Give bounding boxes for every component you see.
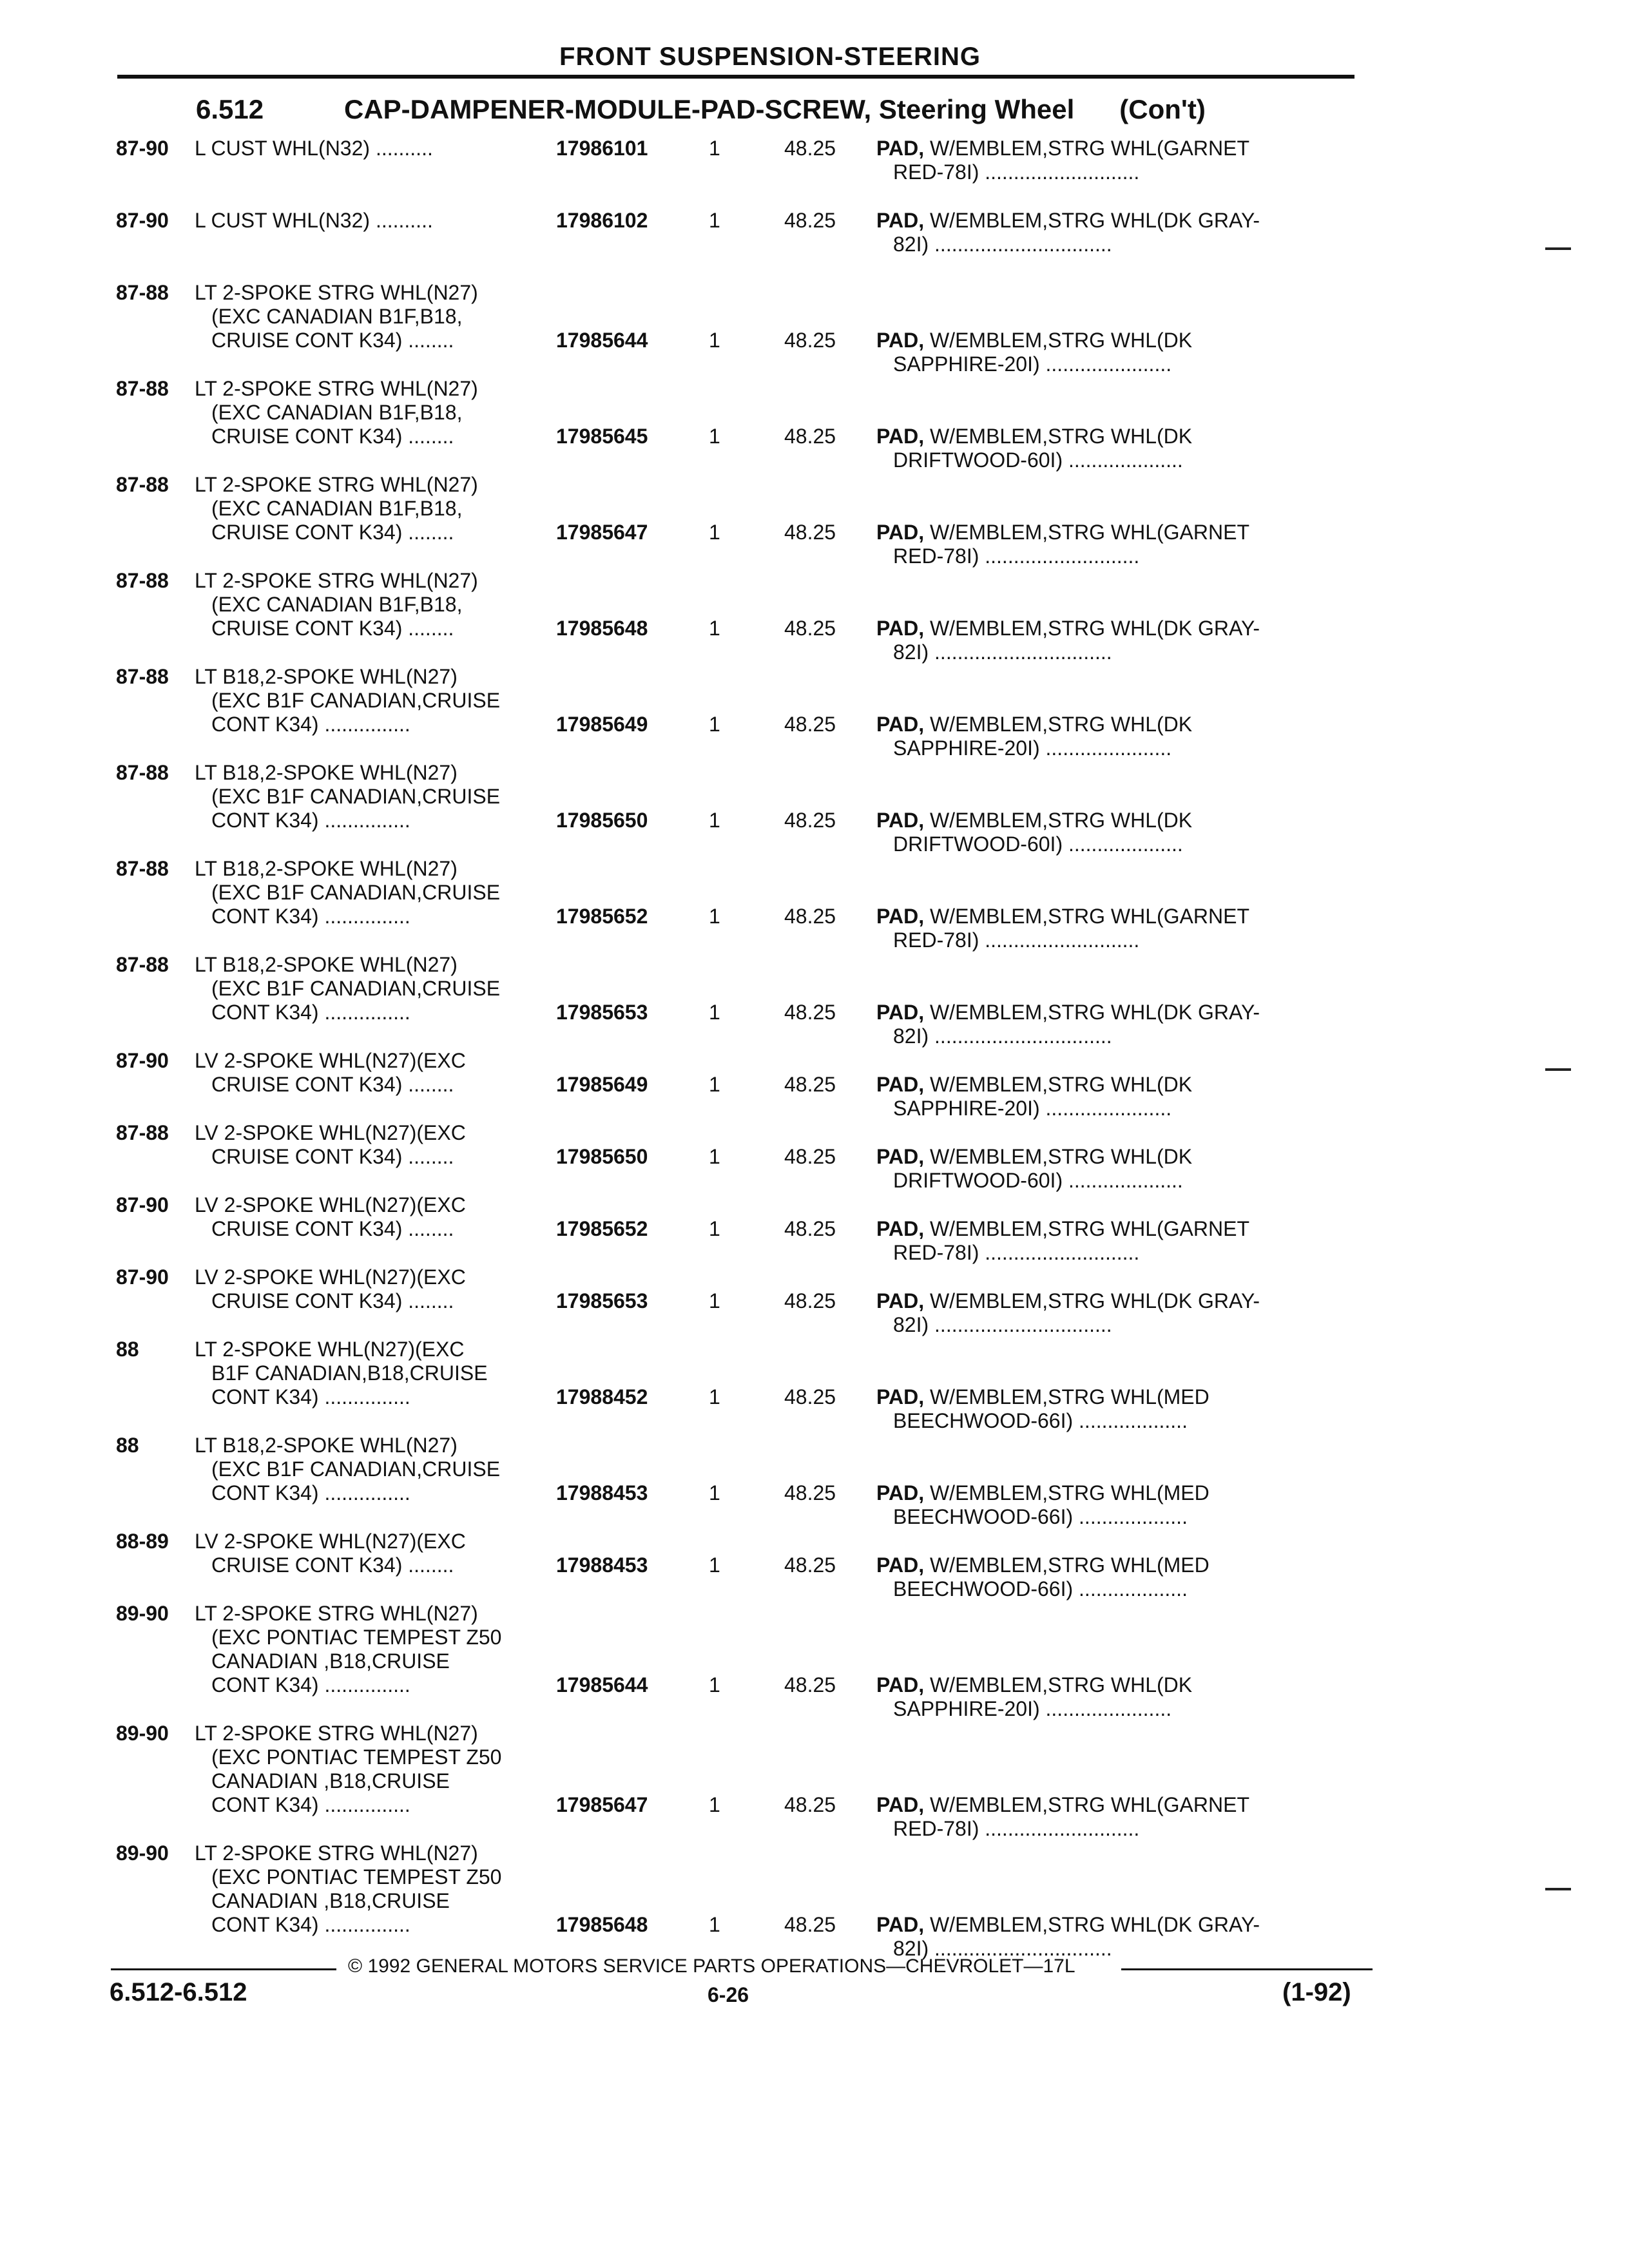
model-years: 88-89 bbox=[116, 1530, 169, 1553]
usage-line: LV 2-SPOKE WHL(N27)(EXC bbox=[195, 1193, 466, 1216]
part-description bbox=[876, 1793, 1347, 1841]
part-description bbox=[876, 209, 1347, 256]
part-description bbox=[876, 521, 1347, 568]
price: 48.25 bbox=[784, 425, 836, 448]
price: 48.25 bbox=[784, 1001, 836, 1024]
price: 48.25 bbox=[784, 137, 836, 160]
model-years: 87-88 bbox=[116, 473, 169, 496]
usage-line: CONT K34) ............... bbox=[211, 809, 410, 832]
part-color: 82I) ............................... bbox=[893, 1313, 1112, 1336]
model-years: 89-90 bbox=[116, 1841, 169, 1865]
part-color: BEECHWOOD-66I) ................... bbox=[893, 1505, 1188, 1528]
parts-row bbox=[116, 1338, 1353, 1432]
part-number: 17985648 bbox=[556, 1913, 648, 1936]
part-number: 17985644 bbox=[556, 329, 648, 352]
model-years: 87-90 bbox=[116, 209, 169, 232]
model-years: 88 bbox=[116, 1434, 139, 1457]
model-years: 89-90 bbox=[116, 1722, 169, 1745]
parts-row bbox=[116, 1530, 1353, 1600]
part-description bbox=[876, 329, 1347, 376]
quantity: 1 bbox=[709, 329, 720, 352]
parts-row bbox=[116, 1434, 1353, 1528]
parts-row bbox=[116, 953, 1353, 1048]
part-color: SAPPHIRE-20I) ...................... bbox=[893, 1697, 1172, 1720]
price: 48.25 bbox=[784, 1553, 836, 1577]
quantity: 1 bbox=[709, 137, 720, 160]
part-number: 17985650 bbox=[556, 1145, 648, 1168]
price: 48.25 bbox=[784, 1913, 836, 1936]
part-name: PAD, W/EMBLEM,STRG WHL(MED bbox=[876, 1481, 1210, 1504]
quantity: 1 bbox=[709, 521, 720, 544]
footer-revision-date: (1-92) bbox=[1282, 1978, 1351, 2006]
price: 48.25 bbox=[784, 521, 836, 544]
part-color: RED-78I) ........................... bbox=[893, 1817, 1140, 1840]
part-name: PAD, W/EMBLEM,STRG WHL(DK GRAY- bbox=[876, 1289, 1260, 1312]
margin-mark bbox=[1545, 1068, 1571, 1071]
model-years: 87-90 bbox=[116, 1049, 169, 1072]
part-description bbox=[876, 137, 1347, 184]
footer-section-range: 6.512-6.512 bbox=[110, 1978, 247, 2006]
part-name: PAD, W/EMBLEM,STRG WHL(DK GRAY- bbox=[876, 1001, 1260, 1024]
parts-row bbox=[116, 569, 1353, 664]
footer-copyright: © 1992 GENERAL MOTORS SERVICE PARTS OPERATIONS—CHEVROLET—17L bbox=[348, 1956, 1075, 1977]
model-years: 88 bbox=[116, 1338, 139, 1361]
model-years: 87-90 bbox=[116, 1193, 169, 1216]
usage-line: CRUISE CONT K34) ........ bbox=[211, 521, 454, 544]
part-description bbox=[876, 1073, 1347, 1120]
parts-row bbox=[116, 665, 1353, 760]
part-number: 17985653 bbox=[556, 1001, 648, 1024]
quantity: 1 bbox=[709, 1289, 720, 1312]
part-name: PAD, W/EMBLEM,STRG WHL(GARNET bbox=[876, 905, 1249, 928]
quantity: 1 bbox=[709, 209, 720, 232]
usage-line: LT B18,2-SPOKE WHL(N27) bbox=[195, 665, 458, 688]
usage-line: LT 2-SPOKE WHL(N27)(EXC bbox=[195, 1338, 465, 1361]
usage-line: CANADIAN ,B18,CRUISE bbox=[211, 1649, 450, 1673]
price: 48.25 bbox=[784, 1673, 836, 1696]
footer-page-number: 6-26 bbox=[708, 1983, 749, 2006]
usage-line: (EXC B1F CANADIAN,CRUISE bbox=[211, 689, 501, 712]
part-description bbox=[876, 809, 1347, 856]
quantity: 1 bbox=[709, 809, 720, 832]
part-number: 17985645 bbox=[556, 425, 648, 448]
usage-line: CRUISE CONT K34) ........ bbox=[211, 617, 454, 640]
usage-line: (EXC PONTIAC TEMPEST Z50 bbox=[211, 1626, 502, 1649]
model-years: 89-90 bbox=[116, 1602, 169, 1625]
usage-line: (EXC CANADIAN B1F,B18, bbox=[211, 497, 463, 520]
usage-line: CONT K34) ............... bbox=[211, 1793, 410, 1816]
margin-mark bbox=[1545, 1888, 1571, 1890]
usage-line: (EXC B1F CANADIAN,CRUISE bbox=[211, 881, 501, 904]
usage-line: LT 2-SPOKE STRG WHL(N27) bbox=[195, 377, 478, 400]
parts-row bbox=[116, 281, 1353, 376]
model-years: 87-88 bbox=[116, 569, 169, 592]
price: 48.25 bbox=[784, 809, 836, 832]
part-description bbox=[876, 425, 1347, 472]
part-description bbox=[876, 1913, 1347, 1961]
title-rule bbox=[117, 75, 1354, 79]
usage-line: LT 2-SPOKE STRG WHL(N27) bbox=[195, 1602, 478, 1625]
part-name: PAD, W/EMBLEM,STRG WHL(DK bbox=[876, 1673, 1193, 1696]
part-name: PAD, W/EMBLEM,STRG WHL(DK bbox=[876, 1145, 1193, 1168]
usage-line: CONT K34) ............... bbox=[211, 905, 410, 928]
parts-row bbox=[116, 1049, 1353, 1120]
part-description bbox=[876, 1385, 1347, 1433]
part-number: 17985650 bbox=[556, 809, 648, 832]
price: 48.25 bbox=[784, 1385, 836, 1408]
usage-line: CRUISE CONT K34) ........ bbox=[211, 329, 454, 352]
price: 48.25 bbox=[784, 713, 836, 736]
usage-line: CRUISE CONT K34) ........ bbox=[211, 1217, 454, 1240]
part-description bbox=[876, 1217, 1347, 1265]
usage-line: LV 2-SPOKE WHL(N27)(EXC bbox=[195, 1049, 466, 1072]
usage-line: LT 2-SPOKE STRG WHL(N27) bbox=[195, 1841, 478, 1865]
quantity: 1 bbox=[709, 713, 720, 736]
usage-line: LT 2-SPOKE STRG WHL(N27) bbox=[195, 569, 478, 592]
price: 48.25 bbox=[784, 617, 836, 640]
usage-line: CANADIAN ,B18,CRUISE bbox=[211, 1889, 450, 1912]
usage-line: CRUISE CONT K34) ........ bbox=[211, 425, 454, 448]
part-number: 17985647 bbox=[556, 521, 648, 544]
part-name: PAD, W/EMBLEM,STRG WHL(DK GRAY- bbox=[876, 209, 1260, 232]
part-color: 82I) ............................... bbox=[893, 1024, 1112, 1048]
part-name: PAD, W/EMBLEM,STRG WHL(DK GRAY- bbox=[876, 617, 1260, 640]
quantity: 1 bbox=[709, 1073, 720, 1096]
price: 48.25 bbox=[784, 1217, 836, 1240]
model-years: 87-88 bbox=[116, 857, 169, 880]
usage-line: LT 2-SPOKE STRG WHL(N27) bbox=[195, 281, 478, 304]
part-name: PAD, W/EMBLEM,STRG WHL(MED bbox=[876, 1385, 1210, 1408]
price: 48.25 bbox=[784, 1481, 836, 1504]
usage-line: CONT K34) ............... bbox=[211, 1001, 410, 1024]
usage-line: CONT K34) ............... bbox=[211, 1913, 410, 1936]
part-color: BEECHWOOD-66I) ................... bbox=[893, 1409, 1188, 1432]
part-name: PAD, W/EMBLEM,STRG WHL(DK bbox=[876, 1073, 1193, 1096]
part-color: RED-78I) ........................... bbox=[893, 928, 1140, 952]
parts-row bbox=[116, 1265, 1353, 1336]
part-name: PAD, W/EMBLEM,STRG WHL(DK bbox=[876, 329, 1193, 352]
price: 48.25 bbox=[784, 1289, 836, 1312]
model-years: 87-88 bbox=[116, 281, 169, 304]
usage-line: CRUISE CONT K34) ........ bbox=[211, 1289, 454, 1312]
model-years: 87-88 bbox=[116, 953, 169, 976]
model-years: 87-88 bbox=[116, 1121, 169, 1144]
part-number: 17985648 bbox=[556, 617, 648, 640]
part-number: 17988453 bbox=[556, 1553, 648, 1577]
part-description bbox=[876, 1001, 1347, 1048]
part-color: DRIFTWOOD-60I) .................... bbox=[893, 832, 1183, 856]
usage-line: LT B18,2-SPOKE WHL(N27) bbox=[195, 953, 458, 976]
quantity: 1 bbox=[709, 1481, 720, 1504]
part-number: 17985652 bbox=[556, 1217, 648, 1240]
parts-row bbox=[116, 1841, 1353, 1960]
part-name: PAD, W/EMBLEM,STRG WHL(DK bbox=[876, 713, 1193, 736]
part-number: 17985649 bbox=[556, 713, 648, 736]
usage-line: (EXC B1F CANADIAN,CRUISE bbox=[211, 977, 501, 1000]
part-color: RED-78I) ........................... bbox=[893, 544, 1140, 568]
part-name: PAD, W/EMBLEM,STRG WHL(MED bbox=[876, 1553, 1210, 1577]
section-title: CAP-DAMPENER-MODULE-PAD-SCREW, Steering Wheel bbox=[344, 94, 1075, 124]
usage-line: CONT K34) ............... bbox=[211, 713, 410, 736]
part-color: SAPPHIRE-20I) ...................... bbox=[893, 736, 1172, 760]
part-description bbox=[876, 1673, 1347, 1721]
usage-line: (EXC CANADIAN B1F,B18, bbox=[211, 305, 463, 328]
quantity: 1 bbox=[709, 1793, 720, 1816]
part-description bbox=[876, 1289, 1347, 1337]
usage-line: CONT K34) ............... bbox=[211, 1481, 410, 1504]
part-name: PAD, W/EMBLEM,STRG WHL(GARNET bbox=[876, 521, 1249, 544]
parts-row bbox=[116, 1602, 1353, 1720]
parts-row bbox=[116, 1193, 1353, 1264]
quantity: 1 bbox=[709, 1553, 720, 1577]
model-years: 87-88 bbox=[116, 761, 169, 784]
usage-line: LT 2-SPOKE STRG WHL(N27) bbox=[195, 473, 478, 496]
usage-line: CRUISE CONT K34) ........ bbox=[211, 1145, 454, 1168]
part-number: 17985653 bbox=[556, 1289, 648, 1312]
part-name: PAD, W/EMBLEM,STRG WHL(DK bbox=[876, 425, 1193, 448]
margin-mark bbox=[1545, 247, 1571, 250]
usage-line: CRUISE CONT K34) ........ bbox=[211, 1073, 454, 1096]
part-color: BEECHWOOD-66I) ................... bbox=[893, 1577, 1188, 1600]
part-description bbox=[876, 1481, 1347, 1529]
part-description bbox=[876, 713, 1347, 760]
part-number: 17985647 bbox=[556, 1793, 648, 1816]
price: 48.25 bbox=[784, 1145, 836, 1168]
usage-line: CRUISE CONT K34) ........ bbox=[211, 1553, 454, 1577]
usage-line: LT 2-SPOKE STRG WHL(N27) bbox=[195, 1722, 478, 1745]
parts-row bbox=[116, 209, 1353, 256]
quantity: 1 bbox=[709, 1913, 720, 1936]
part-number: 17986101 bbox=[556, 137, 648, 160]
footer-rule-right bbox=[1121, 1968, 1373, 1970]
part-description bbox=[876, 617, 1347, 664]
quantity: 1 bbox=[709, 425, 720, 448]
usage-line: (EXC PONTIAC TEMPEST Z50 bbox=[211, 1745, 502, 1769]
usage-line: L CUST WHL(N32) .......... bbox=[195, 209, 433, 232]
parts-row bbox=[116, 377, 1353, 472]
usage-line: LT B18,2-SPOKE WHL(N27) bbox=[195, 761, 458, 784]
usage-line: (EXC CANADIAN B1F,B18, bbox=[211, 593, 463, 616]
part-color: DRIFTWOOD-60I) .................... bbox=[893, 448, 1183, 472]
model-years: 87-88 bbox=[116, 377, 169, 400]
usage-line: CONT K34) ............... bbox=[211, 1385, 410, 1408]
page-title: FRONT SUSPENSION-STEERING bbox=[559, 43, 981, 71]
part-number: 17985649 bbox=[556, 1073, 648, 1096]
usage-line: CANADIAN ,B18,CRUISE bbox=[211, 1769, 450, 1792]
usage-line: LT B18,2-SPOKE WHL(N27) bbox=[195, 857, 458, 880]
quantity: 1 bbox=[709, 617, 720, 640]
part-name: PAD, W/EMBLEM,STRG WHL(GARNET bbox=[876, 1793, 1249, 1816]
part-name: PAD, W/EMBLEM,STRG WHL(DK bbox=[876, 809, 1193, 832]
part-number: 17988452 bbox=[556, 1385, 648, 1408]
part-name: PAD, W/EMBLEM,STRG WHL(DK GRAY- bbox=[876, 1913, 1260, 1936]
part-number: 17986102 bbox=[556, 209, 648, 232]
part-color: 82I) ............................... bbox=[893, 233, 1112, 256]
part-description bbox=[876, 1145, 1347, 1193]
usage-line: LV 2-SPOKE WHL(N27)(EXC bbox=[195, 1121, 466, 1144]
usage-line: (EXC B1F CANADIAN,CRUISE bbox=[211, 785, 501, 808]
part-number: 17985644 bbox=[556, 1673, 648, 1696]
quantity: 1 bbox=[709, 1217, 720, 1240]
section-number: 6.512 bbox=[196, 94, 264, 124]
part-number: 17988453 bbox=[556, 1481, 648, 1504]
price: 48.25 bbox=[784, 329, 836, 352]
parts-row bbox=[116, 857, 1353, 952]
quantity: 1 bbox=[709, 905, 720, 928]
model-years: 87-90 bbox=[116, 137, 169, 160]
model-years: 87-88 bbox=[116, 665, 169, 688]
price: 48.25 bbox=[784, 905, 836, 928]
footer-rule-left bbox=[111, 1968, 336, 1970]
parts-row bbox=[116, 761, 1353, 856]
quantity: 1 bbox=[709, 1145, 720, 1168]
part-color: 82I) ............................... bbox=[893, 640, 1112, 664]
part-color: SAPPHIRE-20I) ...................... bbox=[893, 352, 1172, 376]
part-color: 82I) ............................... bbox=[893, 1937, 1112, 1960]
part-color: RED-78I) ........................... bbox=[893, 1241, 1140, 1264]
usage-line: (EXC CANADIAN B1F,B18, bbox=[211, 401, 463, 424]
quantity: 1 bbox=[709, 1385, 720, 1408]
part-name: PAD, W/EMBLEM,STRG WHL(GARNET bbox=[876, 137, 1249, 160]
usage-line: CONT K34) ............... bbox=[211, 1673, 410, 1696]
part-number: 17985652 bbox=[556, 905, 648, 928]
usage-line: LV 2-SPOKE WHL(N27)(EXC bbox=[195, 1265, 466, 1289]
price: 48.25 bbox=[784, 209, 836, 232]
section-continued: (Con't) bbox=[1119, 94, 1206, 124]
quantity: 1 bbox=[709, 1673, 720, 1696]
usage-line: L CUST WHL(N32) .......... bbox=[195, 137, 433, 160]
usage-line: (EXC B1F CANADIAN,CRUISE bbox=[211, 1457, 501, 1481]
part-name: PAD, W/EMBLEM,STRG WHL(GARNET bbox=[876, 1217, 1249, 1240]
part-description bbox=[876, 1553, 1347, 1601]
usage-line: LT B18,2-SPOKE WHL(N27) bbox=[195, 1434, 458, 1457]
parts-row bbox=[116, 137, 1353, 184]
part-color: RED-78I) ........................... bbox=[893, 160, 1140, 184]
parts-row bbox=[116, 1121, 1353, 1192]
part-color: DRIFTWOOD-60I) .................... bbox=[893, 1169, 1183, 1192]
part-color: SAPPHIRE-20I) ...................... bbox=[893, 1097, 1172, 1120]
section-heading bbox=[196, 94, 1206, 125]
usage-line: (EXC PONTIAC TEMPEST Z50 bbox=[211, 1865, 502, 1888]
parts-row bbox=[116, 473, 1353, 568]
parts-row bbox=[116, 1722, 1353, 1840]
usage-line: B1F CANADIAN,B18,CRUISE bbox=[211, 1361, 488, 1385]
model-years: 87-90 bbox=[116, 1265, 169, 1289]
price: 48.25 bbox=[784, 1073, 836, 1096]
part-description bbox=[876, 905, 1347, 952]
price: 48.25 bbox=[784, 1793, 836, 1816]
usage-line: LV 2-SPOKE WHL(N27)(EXC bbox=[195, 1530, 466, 1553]
quantity: 1 bbox=[709, 1001, 720, 1024]
